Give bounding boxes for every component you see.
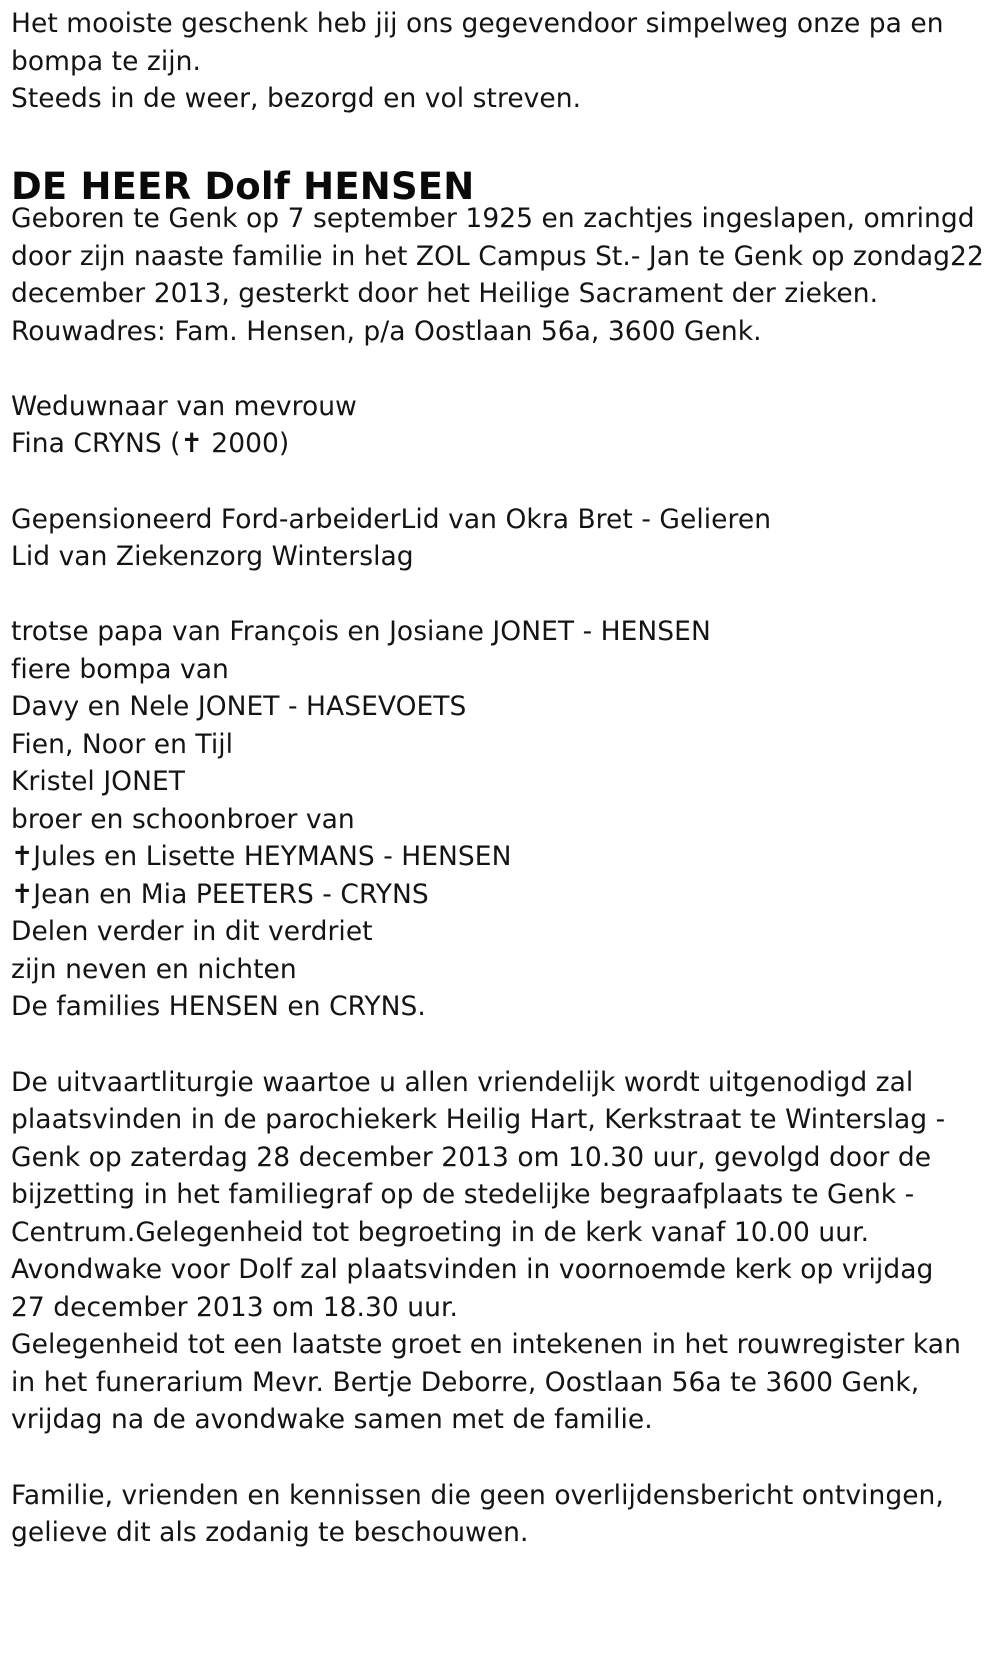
text-line: in het funerarium Mevr. Bertje Deborre, Oostlaan 56a te 3600 Genk, <box>11 1367 920 1398</box>
intro-line: Steeds in de weer, bezorgd en vol streven. <box>11 83 582 114</box>
text-line: vrijdag na de avondwake samen met de familie. <box>11 1404 653 1435</box>
text-line: door zijn naaste familie in het ZOL Campus St.- Jan te Genk op zondag22 <box>11 241 984 272</box>
text-line: plaatsvinden in de parochiekerk Heilig Hart, Kerkstraat te Winterslag - <box>11 1104 946 1135</box>
text-line: Familie, vrienden en kennissen die geen overlijdensbericht ontvingen, <box>11 1480 944 1511</box>
text-line: Geboren te Genk op 7 september 1925 en zachtjes ingeslapen, omringd <box>11 203 975 234</box>
family-line: trotse papa van François en Josiane JONET - HENSEN <box>11 616 711 647</box>
mourning-address: Rouwadres: Fam. Hensen, p/a Oostlaan 56a, 3600 Genk. <box>11 316 762 347</box>
text-line: Weduwnaar van mevrouw <box>11 391 357 422</box>
family-line: Delen verder in dit verdriet <box>11 916 373 947</box>
family-line: fiere bompa van <box>11 654 229 685</box>
text-line: De uitvaartliturgie waartoe u allen vriendelijk wordt uitgenodigd zal <box>11 1067 914 1098</box>
text-line: december 2013, gesterkt door het Heilige Sacrament der zieken. <box>11 278 879 309</box>
text-line: Genk op zaterdag 28 december 2013 om 10.30 uur, gevolgd door de <box>11 1142 932 1173</box>
text-line: Fina CRYNS (✝ 2000) <box>11 428 290 459</box>
text-line: Avondwake voor Dolf zal plaatsvinden in voornoemde kerk op vrijdag <box>11 1254 934 1285</box>
intro-line: Het mooiste geschenk heb jij ons gegevendoor simpelweg onze pa en <box>11 8 944 39</box>
deceased-name-heading: DE HEER Dolf HENSEN <box>11 165 475 208</box>
text-line: gelieve dit als zodanig te beschouwen. <box>11 1517 529 1548</box>
family-line: Davy en Nele JONET - HASEVOETS <box>11 691 467 722</box>
text-line: Gelegenheid tot een laatste groet en intekenen in het rouwregister kan <box>11 1329 961 1360</box>
family-line: De families HENSEN en CRYNS. <box>11 991 426 1022</box>
text-line: Centrum.Gelegenheid tot begroeting in de kerk vanaf 10.00 uur. <box>11 1217 870 1248</box>
text-line: Lid van Ziekenzorg Winterslag <box>11 541 414 572</box>
family-line: Fien, Noor en Tijl <box>11 729 234 760</box>
text-line: bijzetting in het familiegraf op de stedelijke begraafplaats te Genk - <box>11 1179 915 1210</box>
family-line: Kristel JONET <box>11 766 185 797</box>
family-line: ✝Jean en Mia PEETERS - CRYNS <box>11 879 429 910</box>
text-line: Gepensioneerd Ford-arbeiderLid van Okra Bret - Gelieren <box>11 504 772 535</box>
family-line: ✝Jules en Lisette HEYMANS - HENSEN <box>11 841 512 872</box>
text-line: 27 december 2013 om 18.30 uur. <box>11 1292 458 1323</box>
family-line: zijn neven en nichten <box>11 954 297 985</box>
intro-line: bompa te zijn. <box>11 46 202 77</box>
family-line: broer en schoonbroer van <box>11 804 355 835</box>
